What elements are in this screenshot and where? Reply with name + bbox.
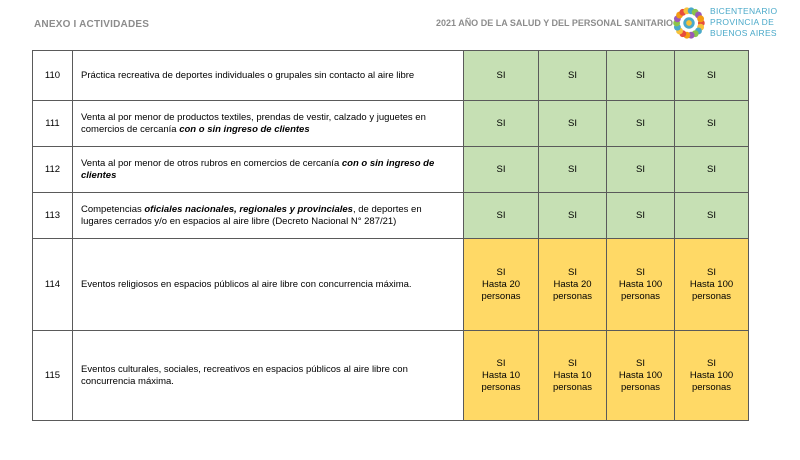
table-row (33, 51, 749, 101)
logo-petal (697, 15, 704, 22)
description-text: Competencias (81, 203, 145, 215)
phase-value-cell (607, 331, 675, 421)
description-emphasis: con o sin ingreso de clientes (179, 123, 310, 135)
description-emphasis: oficiales nacionales, regionales y provinciales (144, 203, 353, 215)
activity-description (73, 51, 464, 101)
phase-value-cell (539, 193, 607, 239)
phase-value-line: SI (636, 357, 645, 369)
phase-value-line: SI (496, 69, 506, 81)
phase-value-line: SI (707, 69, 716, 81)
phase-value-cell (464, 51, 539, 101)
phase-value-cell (675, 101, 749, 147)
phase-value-line: SI (636, 69, 645, 81)
phase-value-cell (675, 331, 749, 421)
phase-value-line: SI (636, 117, 645, 129)
phase-value-cell (675, 147, 749, 193)
phase-value-line: Hasta 20 (481, 278, 521, 290)
phase-value-cell (675, 239, 749, 331)
phase-value-cell (464, 147, 539, 193)
logo-text (710, 6, 777, 39)
phase-value-cell (539, 331, 607, 421)
phase-value-line: personas (620, 290, 661, 302)
activity-description (73, 101, 464, 147)
year-slogan: 2021 AÑO DE LA SALUD Y DEL PERSONAL SANITARIO (436, 18, 674, 28)
phase-value-line: personas (481, 381, 521, 393)
activities-table (32, 50, 749, 421)
phase-value-line: Hasta 20 (553, 278, 592, 290)
row-number: 110 (33, 51, 73, 101)
description-text: , de deportes en lugares cerrados y/o en espacios al aire libre (Decreto Nacional N° 287/21) (81, 203, 422, 227)
description-text: Venta al por menor de otros rubros en comercios de cercanía (81, 157, 342, 169)
phase-value-cell (675, 193, 749, 239)
phase-value-line: Hasta 100 (689, 278, 734, 290)
table-row (33, 101, 749, 147)
phase-value-line: Hasta 100 (618, 369, 663, 381)
description-text: Eventos religiosos en espacios públicos al aire libre con concurrencia máxima. (81, 278, 412, 290)
row-number: 111 (33, 101, 73, 147)
phase-value-line: personas (552, 381, 593, 393)
phase-value-cell (539, 239, 607, 331)
logo-line-2: PROVINCIA DE (710, 17, 775, 27)
phase-value-line: SI (568, 117, 577, 129)
phase-value-line: personas (691, 290, 732, 302)
bicentenario-logo-icon (670, 4, 708, 42)
phase-value-line: SI (636, 163, 645, 175)
table-row (33, 331, 749, 421)
row-number: 113 (33, 193, 73, 239)
phase-value-cell (675, 51, 749, 101)
description-text: Práctica recreativa de deportes individuales o grupales sin contacto al aire libre (81, 69, 415, 81)
table-row (33, 147, 749, 193)
description-text: Eventos culturales, sociales, recreativos en espacios públicos al aire libre con concurrencia máxima. (81, 363, 408, 387)
phase-value-line: SI (496, 163, 506, 175)
phase-value-cell (607, 147, 675, 193)
phase-value-line: personas (552, 290, 593, 302)
phase-value-line: SI (707, 266, 716, 278)
phase-value-line: SI (707, 163, 716, 175)
phase-value-line: Hasta 10 (481, 369, 521, 381)
phase-value-cell (539, 101, 607, 147)
phase-value-cell (464, 239, 539, 331)
row-number: 114 (33, 239, 73, 331)
row-number: 115 (33, 331, 73, 421)
phase-value-line: personas (481, 290, 521, 302)
phase-value-cell (539, 147, 607, 193)
table-row (33, 239, 749, 331)
phase-value-line: Hasta 10 (553, 369, 592, 381)
phase-value-cell (464, 331, 539, 421)
activity-description (73, 331, 464, 421)
table-row (33, 193, 749, 239)
page-header (0, 0, 800, 46)
phase-value-line: SI (568, 266, 577, 278)
phase-value-line: SI (568, 163, 577, 175)
phase-value-cell (607, 51, 675, 101)
logo-line-3: BUENOS AIRES (710, 28, 777, 38)
phase-value-line: SI (707, 117, 716, 129)
phase-value-line: Hasta 100 (618, 278, 663, 290)
activity-description (73, 193, 464, 239)
phase-value-line: personas (691, 381, 732, 393)
phase-value-line: SI (496, 117, 506, 129)
activity-description (73, 239, 464, 331)
row-number: 112 (33, 147, 73, 193)
phase-value-line: SI (568, 357, 577, 369)
phase-value-line: SI (496, 209, 506, 221)
phase-value-line: SI (568, 209, 577, 221)
phase-value-line: SI (568, 69, 577, 81)
phase-value-line: SI (707, 357, 716, 369)
logo-line-1: BICENTENARIO (710, 6, 778, 16)
description-emphasis: con o sin ingreso de clientes (81, 157, 435, 181)
phase-value-cell (539, 51, 607, 101)
phase-value-line: SI (496, 357, 506, 369)
phase-value-cell (607, 239, 675, 331)
activity-description (73, 147, 464, 193)
phase-value-line: SI (636, 266, 645, 278)
phase-value-line: SI (707, 209, 716, 221)
phase-value-line: personas (620, 381, 661, 393)
annex-label: ANEXO I ACTIVIDADES (34, 19, 150, 30)
phase-value-line: Hasta 100 (689, 369, 734, 381)
phase-value-cell (464, 193, 539, 239)
phase-value-line: SI (636, 209, 645, 221)
description-text: Venta al por menor de productos textiles, prendas de vestir, calzado y juguetes en comercios de cercanía (81, 111, 426, 135)
phase-value-cell (607, 193, 675, 239)
phase-value-cell (607, 101, 675, 147)
phase-value-cell (464, 101, 539, 147)
phase-value-line: SI (496, 266, 506, 278)
